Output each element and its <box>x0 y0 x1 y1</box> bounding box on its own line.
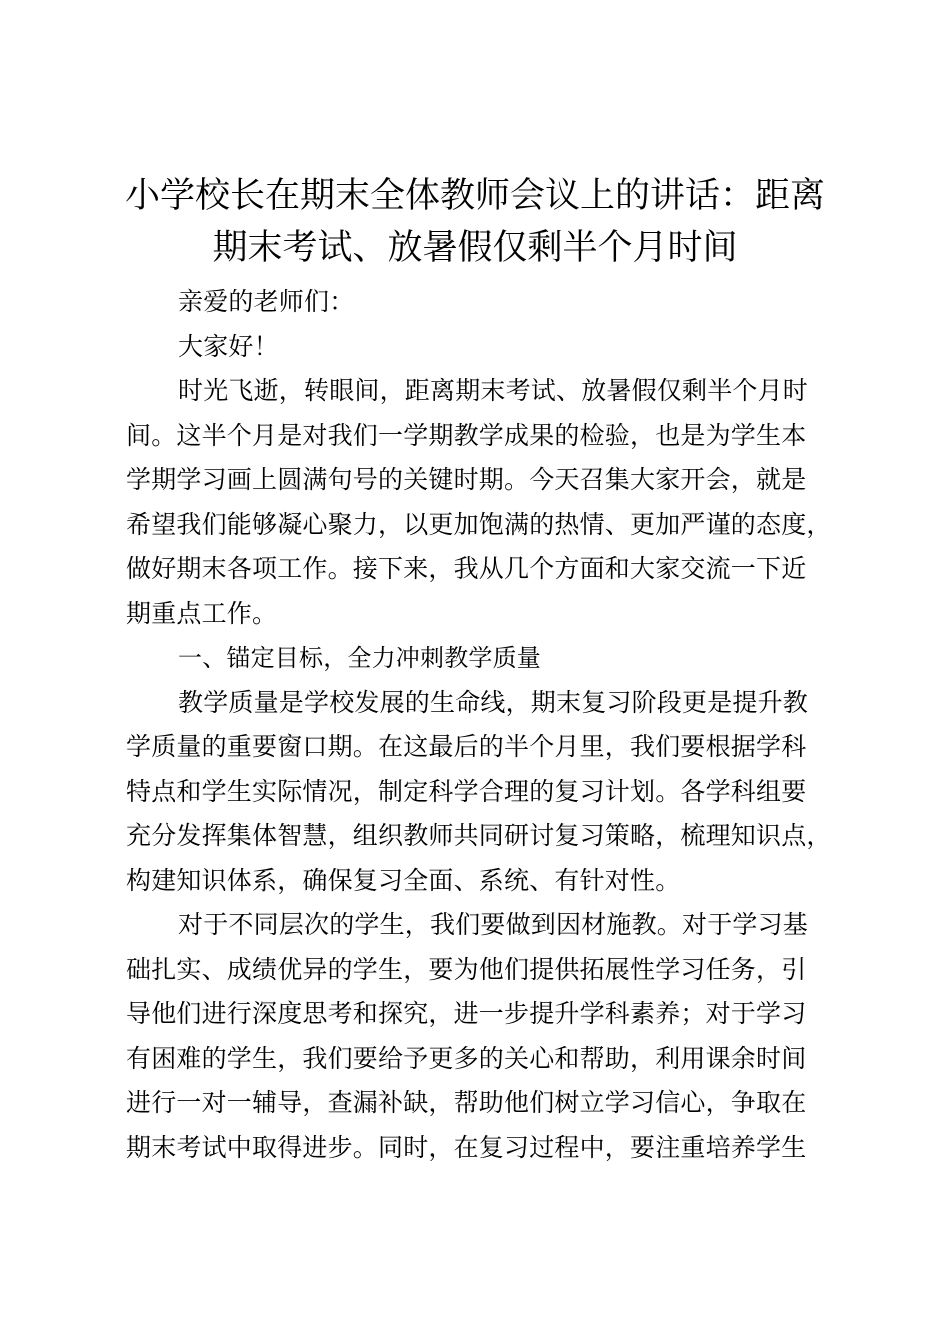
text-line: 构建知识体系，确保复习全面、系统、有针对性。 <box>126 865 681 895</box>
text-line: 期末考试中取得进步。同时，在复习过程中，要注重培养学生 <box>126 1132 807 1162</box>
text-line: 教学质量是学校发展的生命线，期末复习阶段更是提升教 <box>178 687 809 717</box>
text-line: 有困难的学生，我们要给予更多的关心和帮助，利用课余时间 <box>126 1043 807 1073</box>
text-line: 学期学习画上圆满句号的关键时期。今天召集大家开会，就是 <box>126 465 807 494</box>
text-line: 做好期末各项工作。接下来，我从几个方面和大家交流一下近 <box>126 554 807 583</box>
text-line: 间。这半个月是对我们一学期教学成果的检验，也是为学生本 <box>126 420 807 450</box>
text-line: 对于不同层次的学生，我们要做到因材施教。对于学习基 <box>178 910 809 939</box>
paragraph-intro <box>126 369 866 636</box>
greeting: 大家好！ <box>178 331 279 361</box>
text-line: 学质量的重要窗口期。在这最后的半个月里，我们要根据学科 <box>126 732 807 761</box>
text-line: 础扎实、成绩优异的学生，要为他们提供拓展性学习任务，引 <box>126 954 807 984</box>
salutation: 亲爱的老师们： <box>178 287 355 316</box>
document-title <box>110 170 840 274</box>
paragraph-teaching-quality <box>126 681 866 904</box>
text-line: 充分发挥集体智慧，组织教师共同研讨复习策略，梳理知识点， <box>126 821 832 850</box>
section-heading: 一、锚定目标，全力冲刺教学质量 <box>178 644 541 672</box>
text-line: 希望我们能够凝心聚力，以更加饱满的热情、更加严谨的态度， <box>126 509 832 539</box>
text-line: 期重点工作。 <box>126 598 278 628</box>
text-line: 特点和学生实际情况，制定科学合理的复习计划。各学科组要 <box>126 776 807 806</box>
title-line: 小学校长在期末全体教师会议上的讲话：距离 <box>124 176 825 216</box>
text-line: 导他们进行深度思考和探究，进一步提升学科素养；对于学习 <box>126 999 807 1028</box>
text-line: 时光飞逝，转眼间，距离期末考试、放暑假仅剩半个月时 <box>178 376 809 405</box>
document-body <box>126 280 866 1170</box>
title-line: 期末考试、放暑假仅剩半个月时间 <box>212 228 738 268</box>
text-line: 进行一对一辅导，查漏补缺，帮助他们树立学习信心，争取在 <box>126 1088 807 1117</box>
paragraph-differentiated-teaching <box>126 903 866 1170</box>
